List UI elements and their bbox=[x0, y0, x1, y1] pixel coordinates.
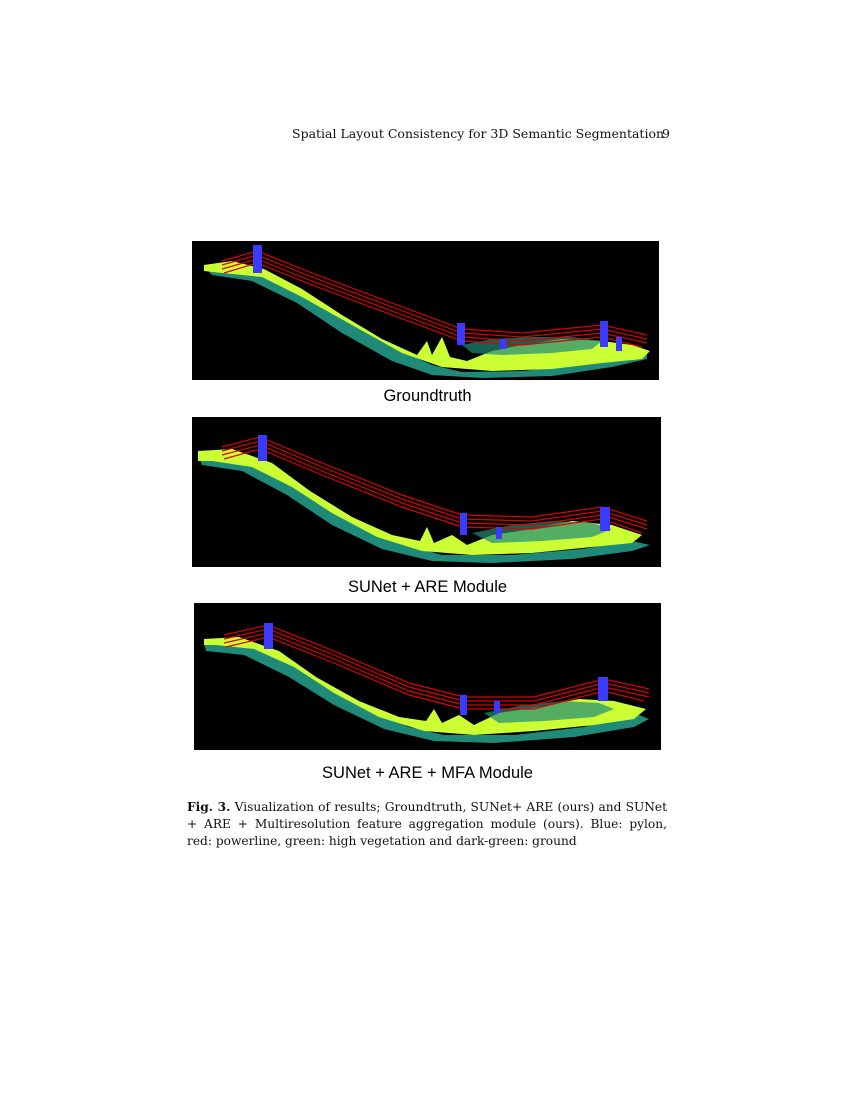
panel-label-sunet-are: SUNet + ARE Module bbox=[347, 578, 508, 596]
point-cloud-sunet-are bbox=[192, 417, 661, 567]
point-cloud-groundtruth bbox=[192, 241, 659, 380]
page-number: 9 bbox=[662, 126, 670, 141]
point-cloud-sunet-are-mfa bbox=[194, 603, 661, 750]
figure-caption bbox=[187, 799, 667, 850]
panel-label-groundtruth: Groundtruth bbox=[383, 387, 472, 405]
figure-panel-sunet-are-mfa bbox=[194, 603, 661, 750]
panel-label-sunet-are-mfa: SUNet + ARE + MFA Module bbox=[322, 764, 533, 782]
caption-text: Visualization of results; Groundtruth, SUNet+ ARE (ours) and SUNet + ARE + Multiresolution feature aggregation module (ours). Blue: pylon, red: powerline, green: high vegetation and dark-green: ground bbox=[187, 800, 668, 848]
figure-panel-groundtruth bbox=[192, 241, 659, 380]
figure-panel-sunet-are bbox=[192, 417, 661, 567]
caption-label: Fig. 3. bbox=[187, 800, 231, 814]
running-title: Spatial Layout Consistency for 3D Semantic Segmentation bbox=[292, 126, 665, 141]
